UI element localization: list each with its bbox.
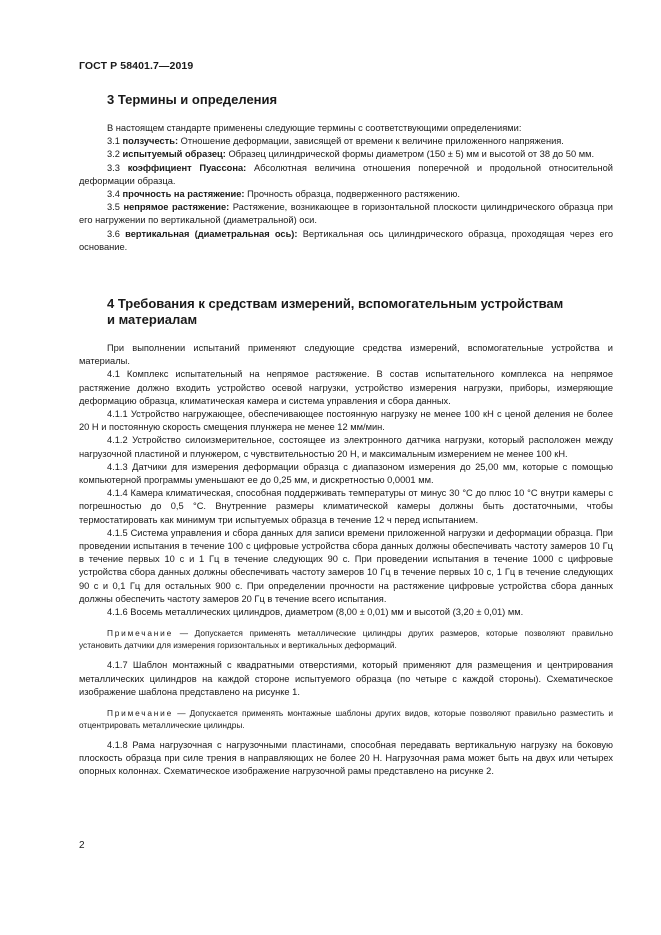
clause-4-1: 4.1 Комплекс испытательный на непрямое растяжение. В состав испытательного комплекса на непрямое растяжение должно входить устройство осевой нагрузки, устройство измерения нагрузки, приборы, измеряющие деформацию образца, климатическая камера и система управления и сбора данных. <box>79 369 613 406</box>
section-4-intro: При выполнении испытаний применяют следующие средства измерений, вспомогательные устройства и материалы. <box>79 343 613 367</box>
section-3-intro: В настоящем стандарте применены следующие термины с соответствующими определениями: <box>107 123 522 133</box>
term-3-3: 3.3 коэффициент Пуассона: Абсолютная величина отношения поперечной и продольной относительной деформации образца. <box>79 162 613 186</box>
clause-4-1-8: 4.1.8 Рама нагрузочная с нагрузочными пластинами, способная передавать вертикальную нагрузку на боковую плоскость образца при силе трения в направляющих не более 20 Н. Нагрузочная рама может быть на двух или четырех опорных колоннах. Схематическое изображение нагрузочной рамы представлено на рисунке 2. <box>79 739 613 777</box>
page-number: 2 <box>79 840 85 851</box>
section-3-title: 3 Термины и определения <box>107 92 278 107</box>
clause-4-1-5: 4.1.5 Система управления и сбора данных для записи времени приложенной нагрузки и деформации образца. При проведении испытания в течение 100 с цифровые устройства сбора данных должны обеспечивать частоту замеров 10 Гц в течение первых 10 с и 1 Гц в течение следующих 90 с. При проведении испытания в течение 1000 с цифровые устройства сбора данных должны обеспечивать частоту замеров 10 Гц в течение первых 10 с, 1 Гц в течение следующих 90 с и 0,1 Гц для остальных 900 с. При определении прочности на растяжение цифровые устройства сбора данных должны обеспечить частоту замеров 20 Гц в течение всего испытания. <box>79 527 613 604</box>
clause-4-1-4: 4.1.4 Камера климатическая, способная поддерживать температуры от минус 30 °С до плюс 10 °С внутри камеры с погрешностью до 0,5 °С. Внутренние размеры климатической камеры должны быть достаточными, чтобы термостатировать как минимум три испытуемых образца в течение 12 ч перед испытанием. <box>79 488 613 525</box>
term-3-2: 3.2 испытуемый образец: Образец цилиндрической формы диаметром (150 ± 5) мм и высотой от 38 до 50 мм. <box>107 149 595 160</box>
note-1: Примечание — Допускается применять металлические цилиндры других размеров, которые позволяют правильно установить датчики для измерения горизонтальных и вертикальных деформаций. <box>79 628 613 651</box>
term-3-1: 3.1 ползучесть: Отношение деформации, зависящей от времени к величине приложенного напряжения. <box>107 136 564 147</box>
section-4-title: 4 Требования к средствам измерений, вспомогательным устройствам и материалам <box>107 296 564 328</box>
term-3-4: 3.4 прочность на растяжение: Прочность образца, подверженного растяжению. <box>107 189 460 200</box>
term-3-5: 3.5 непрямое растяжение: Растяжение, возникающее в горизонтальной плоскости цилиндрического образца при его нагружении по вертикальной (диаметральной) оси. <box>79 202 613 226</box>
clause-4-1-6: 4.1.6 Восемь металлических цилиндров, диаметром (8,00 ± 0,01) мм и высотой (3,20 ± 0,01) мм. <box>107 607 524 618</box>
document-body <box>79 92 613 779</box>
document-header: ГОСТ Р 58401.7—2019 <box>79 60 194 72</box>
clause-4-1-7: 4.1.7 Шаблон монтажный с квадратными отверстиями, который применяют для размещения и центрирования металлических цилиндров на каждой стороне испытуемого образца (по четыре с каждой стороны). Схематическое изображение шаблона представлено на рисунке 1. <box>79 660 613 697</box>
clause-4-1-1: 4.1.1 Устройство нагружающее, обеспечивающее постоянную нагрузку не менее 100 кН с ценой деления не более 20 Н и постоянную скорость смещения плунжера не менее 12 мм/мин. <box>79 409 613 433</box>
term-3-6: 3.6 вертикальная (диаметральная ось): Вертикальная ось цилиндрического образца, проходящая через его основание. <box>79 228 613 252</box>
clause-4-1-3: 4.1.3 Датчики для измерения деформации образца с диапазоном измерения до 25,00 мм, которые с помощью компьютерной программы уменьшают ее до 0,25 мм, и дискретностью 0,0001 мм. <box>79 461 613 486</box>
clause-4-1-2: 4.1.2 Устройство силоизмерительное, состоящее из электронного датчика нагрузки, который расположен между нагрузочной пластиной и плунжером, с чувствительностью 20 Н, и максимальным измерением не менее 100 кН. <box>79 435 613 459</box>
note-2: Примечание — Допускается применять монтажные шаблоны других видов, которые позволяют правильно разместить и отцентрировать металлические цилиндры. <box>79 707 613 730</box>
